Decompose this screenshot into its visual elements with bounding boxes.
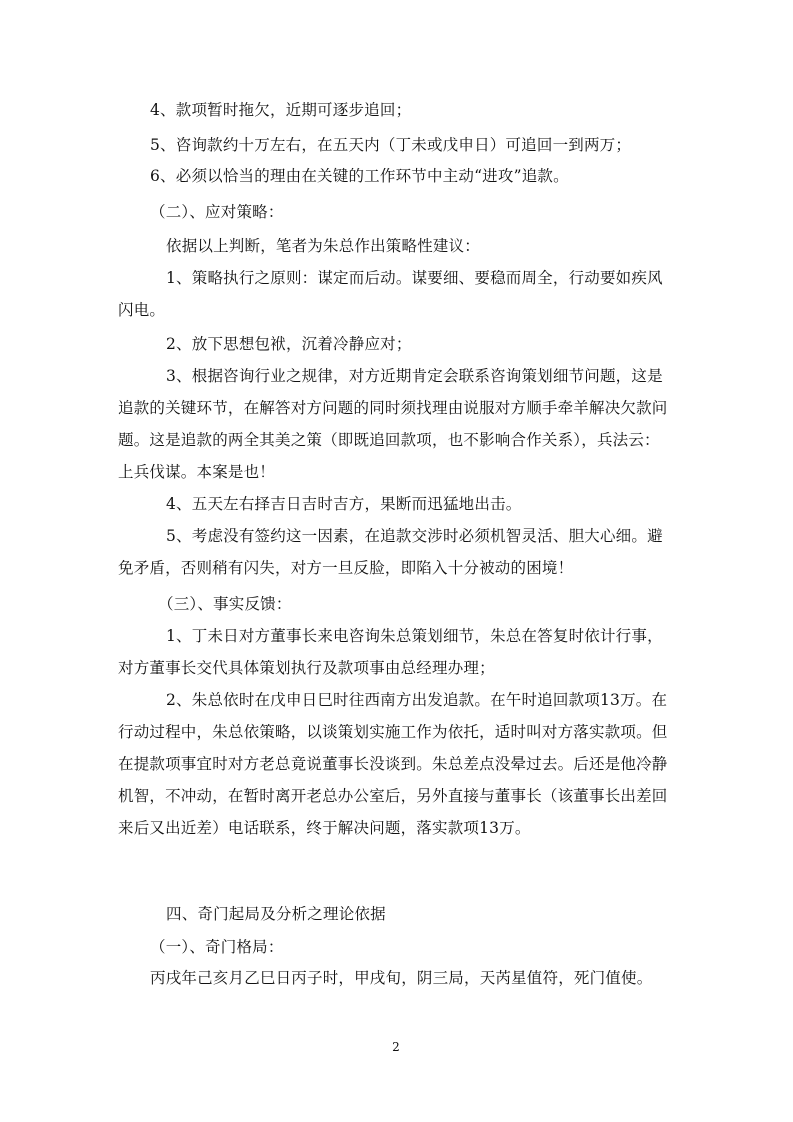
paragraph-intro: 依据以上判断，笔者为朱总作出策略性建议：: [166, 237, 481, 255]
subsection-heading-qimen-pattern: （一）、奇门格局：: [150, 938, 284, 956]
paragraph-line: 5、考虑没有签约这一因素，在追款交涉时必须机智灵活、胆大心细。避: [166, 527, 663, 545]
paragraph-line: 追款的关键环节，在解答对方问题的同时须找理由说服对方顺手牵羊解决欠款问: [118, 399, 668, 417]
paragraph-line: 1、策略执行之原则：谋定而后动。谋要细、要稳而周全，行动要如疾风: [166, 269, 663, 287]
paragraph-line: 在提款项事宜时对方老总竟说董事长没谈到。朱总差点没晕过去。后还是他冷静: [118, 755, 668, 773]
subsection-heading-strategy: （二）、应对策略：: [150, 203, 284, 221]
paragraph-line: 免矛盾，否则稍有闪失，对方一旦反脸，即陷入十分被动的困境！: [118, 559, 574, 577]
paragraph-line: 来后又出近差）电话联系，终于解决问题，落实款项13万。: [118, 819, 531, 837]
paragraph-line: 闪电。: [118, 301, 166, 319]
paragraph-line: 2、放下思想包袱，沉着冷静应对；: [166, 335, 412, 353]
paragraph-line: 上兵伐谋。本案是也！: [118, 463, 276, 481]
paragraph-line: 对方董事长交代具体策划执行及款项事由总经理办理；: [118, 659, 495, 677]
page-number: 2: [392, 1040, 400, 1054]
paragraph-line: 3、根据咨询行业之规律，对方近期肯定会联系咨询策划细节问题，这是: [166, 367, 663, 385]
paragraph-line: 4、五天左右择吉日吉时吉方，果断而迅猛地出击。: [166, 495, 522, 513]
paragraph-line: 行动过程中，朱总依策略，以谈策划实施工作为依托，适时叫对方落实款项。但: [118, 723, 668, 741]
subsection-heading-feedback: （三）、事实反馈：: [158, 595, 292, 613]
paragraph-line: 丙戌年己亥月乙巳日丙子时，甲戌旬，阴三局，天芮星值符，死门值使。: [150, 969, 653, 987]
section-heading-qimen: 四、奇门起局及分析之理论依据: [166, 905, 386, 923]
paragraph-line: 题。这是追款的两全其美之策（即既追回款项，也不影响合作关系），兵法云：: [118, 431, 660, 449]
paragraph-line: 2、朱总依时在戊申日巳时往西南方出发追款。在午时追回款项13万。在: [166, 691, 668, 709]
list-item-4: 4、款项暂时拖欠，近期可逐步追回；: [150, 101, 412, 119]
list-item-6: 6、必须以恰当的理由在关键的工作环节中主动“进攻”追款。: [150, 167, 569, 185]
list-item-5: 5、咨询款约十万左右，在五天内（丁未或戊申日）可追回一到两万；: [150, 136, 632, 154]
paragraph-line: 机智，不冲动，在暂时离开老总办公室后，另外直接与董事长（该董事长出差回: [118, 787, 668, 805]
paragraph-line: 1、丁未日对方董事长来电咨询朱总策划细节，朱总在答复时依计行事，: [166, 627, 663, 645]
